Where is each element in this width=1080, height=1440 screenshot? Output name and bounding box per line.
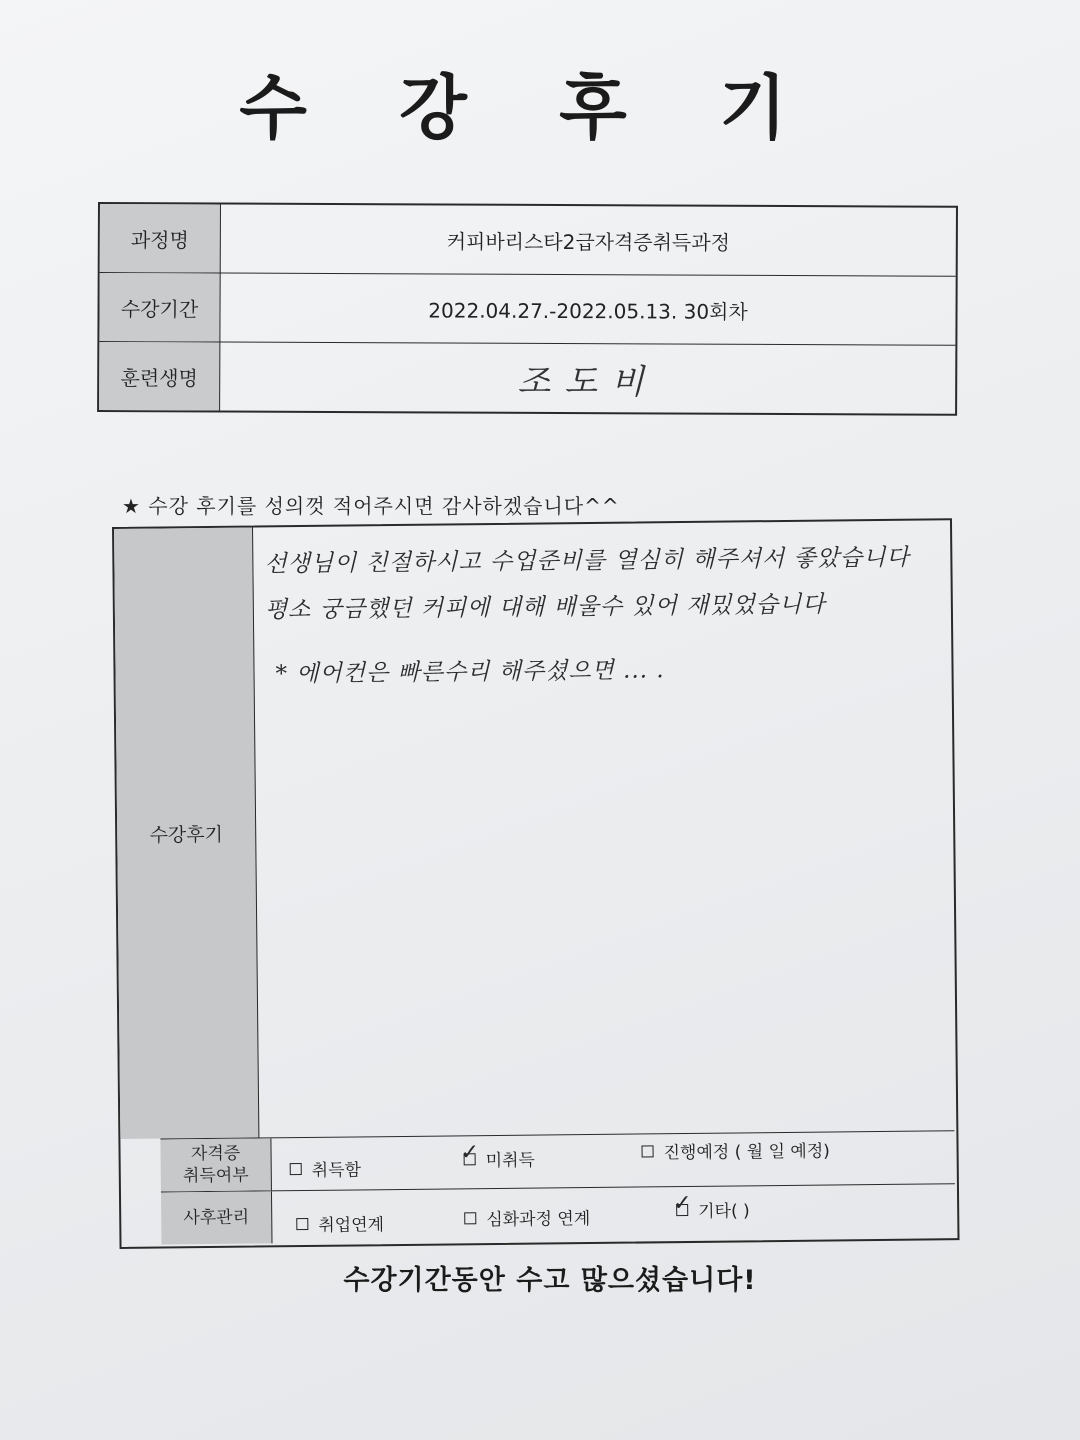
aftercare-option-advanced-course[interactable] (464, 1204, 590, 1230)
trainee-handwritten-name: 조도비 (517, 361, 659, 402)
certificate-label (160, 1138, 272, 1191)
review-extra-note: * 에어컨은 빠른수리 해주셨으면 ... . (275, 657, 665, 688)
status-rows (160, 1130, 955, 1245)
course-name-value: 커피바리스타2급자격증취득과정 (446, 229, 730, 255)
course-name-label: 과정명 (100, 204, 221, 273)
checkbox-icon[interactable] (672, 1190, 692, 1216)
checkbox-icon[interactable] (290, 1163, 302, 1175)
trainee-name-value (220, 343, 955, 414)
checkmark-icon: ✓ (460, 1139, 480, 1165)
checkbox-icon[interactable] (296, 1217, 308, 1229)
review-line: 선생님이 친절하시고 수업준비를 열심히 해주셔서 좋았습니다 (264, 544, 910, 578)
aftercare-row (161, 1184, 956, 1244)
option-label: 진행예정 ( 월 일 예정) (663, 1141, 830, 1164)
aftercare-label: 사후관리 (161, 1191, 273, 1244)
course-period-label: 수강기간 (99, 273, 220, 342)
review-label: 수강후기 (114, 528, 259, 1139)
closing-message: 수강기간동안 수고 많으셨습니다! (343, 1265, 757, 1296)
certificate-option-planned[interactable] (641, 1137, 830, 1164)
course-period-row (99, 273, 955, 346)
page-title: 수 강 후 기 (239, 67, 821, 149)
certificate-row (160, 1131, 955, 1192)
course-name-row (100, 204, 956, 277)
option-label: 기타( ) (698, 1201, 750, 1222)
course-info-table (97, 202, 958, 416)
instruction-note: ★ 수강 후기를 성의껏 적어주시면 감사하겠습니다^^ (122, 494, 620, 518)
aftercare-options (272, 1184, 956, 1243)
certificate-option-acquired[interactable] (290, 1155, 362, 1181)
option-label: 미취득 (485, 1150, 536, 1172)
review-form (112, 518, 960, 1249)
aftercare-option-other[interactable] (672, 1190, 750, 1222)
certificate-label-line: 자격증 (190, 1143, 241, 1165)
certificate-label-line: 취득여부 (182, 1165, 249, 1187)
trainee-name-row (99, 342, 955, 414)
review-handwritten-text (264, 534, 946, 697)
aftercare-option-employment[interactable] (296, 1210, 384, 1236)
certificate-option-not-acquired[interactable] (460, 1139, 536, 1172)
option-label: 취업연계 (318, 1215, 385, 1236)
option-label: 심화과정 연계 (486, 1209, 591, 1231)
certificate-options (271, 1131, 955, 1190)
checkbox-icon[interactable] (464, 1212, 476, 1224)
course-period-value: 2022.04.27.-2022.05.13. 30회차 (428, 297, 748, 324)
checkbox-icon[interactable] (642, 1145, 654, 1157)
trainee-name-label: 훈련생명 (99, 342, 220, 411)
checkmark-icon: ✓ (672, 1190, 692, 1216)
checkbox-icon[interactable] (460, 1139, 480, 1165)
option-label: 취득함 (311, 1160, 362, 1181)
review-line: 평소 궁금했던 커피에 대해 배울수 있어 재밌었습니다 (264, 591, 826, 624)
